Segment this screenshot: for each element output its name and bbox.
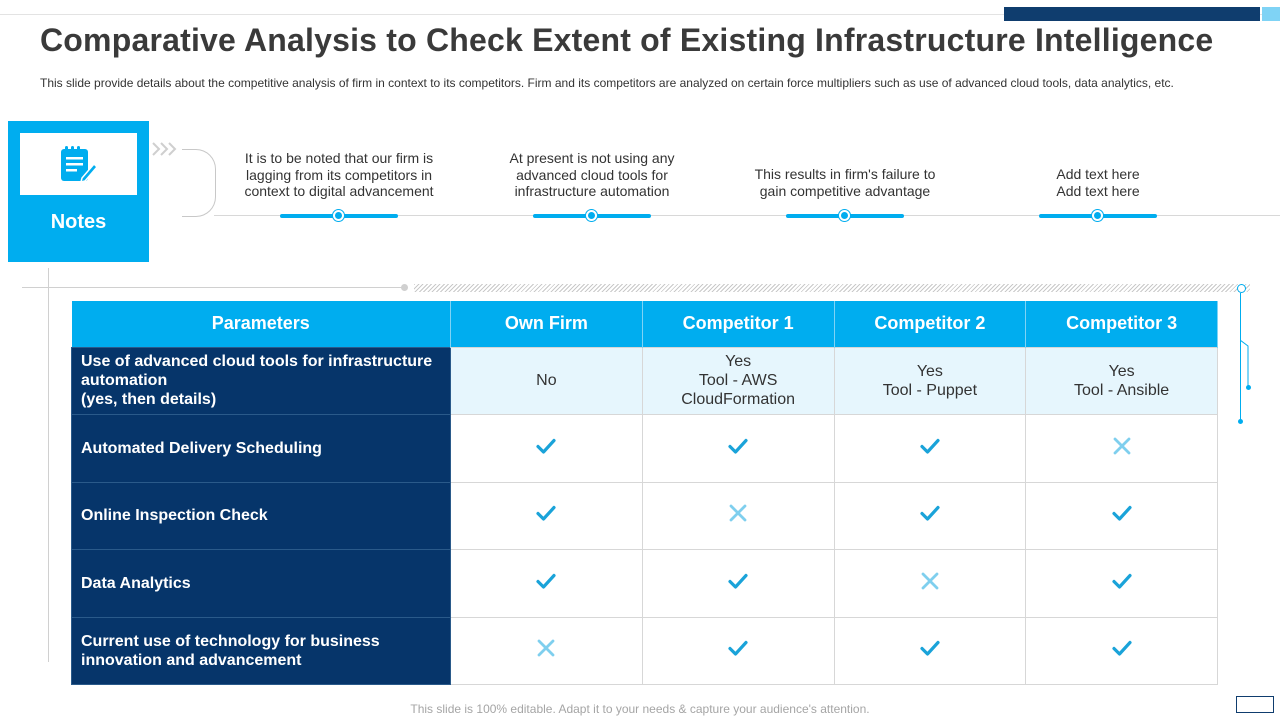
mark-cell <box>451 482 643 550</box>
header-own-firm: Own Firm <box>451 301 643 347</box>
hatched-divider <box>414 284 1250 292</box>
mark-cell <box>451 617 643 685</box>
page-title: Comparative Analysis to Check Extent of Existing Infrastructure Intelligence <box>40 22 1214 58</box>
parameter-cell: Online Inspection Check <box>72 482 451 550</box>
mark-cell <box>1026 415 1218 483</box>
top-accent-bar <box>1004 7 1260 21</box>
note-3: This results in firm's failure to gain competitive advantage <box>754 166 936 199</box>
value-cell: Yes Tool - Ansible <box>1026 347 1218 415</box>
table-row <box>72 482 1218 550</box>
table-header-row <box>72 301 1218 347</box>
cross-icon <box>727 511 749 528</box>
mark-cell <box>451 415 643 483</box>
note-1: It is to be noted that our firm is lagging from its competitors in context to digital advancement <box>244 150 434 199</box>
check-icon <box>1111 646 1133 663</box>
mark-cell <box>1026 550 1218 618</box>
notes-icon-box <box>20 133 137 195</box>
check-icon <box>919 511 941 528</box>
cross-icon <box>535 646 557 663</box>
mark-cell <box>1026 617 1218 685</box>
table-row <box>72 550 1218 618</box>
parameter-cell: Use of advanced cloud tools for infrastructure automation (yes, then details) <box>72 347 451 415</box>
header-competitor-3: Competitor 3 <box>1026 301 1218 347</box>
parameter-cell: Current use of technology for business innovation and advancement <box>72 617 451 685</box>
mark-cell <box>642 415 834 483</box>
notes-panel <box>8 121 149 262</box>
table-row <box>72 347 1218 415</box>
right-guide-branch <box>1240 340 1252 388</box>
note-3-dot <box>839 210 850 221</box>
mark-cell <box>642 550 834 618</box>
mark-cell <box>1026 482 1218 550</box>
mark-cell <box>642 617 834 685</box>
table-row <box>72 415 1218 483</box>
check-icon <box>919 444 941 461</box>
mark-cell <box>834 617 1026 685</box>
value-cell: Yes Tool - AWS CloudFormation <box>642 347 834 415</box>
connector-line <box>182 149 216 217</box>
right-guide-circle <box>1237 284 1246 293</box>
right-guide-dot <box>1238 419 1243 424</box>
horizontal-guide-line <box>22 287 404 288</box>
note-2-dot <box>586 210 597 221</box>
note-4-dot <box>1092 210 1103 221</box>
top-accent-bar-light <box>1262 7 1280 21</box>
check-icon <box>535 444 557 461</box>
header-competitor-2: Competitor 2 <box>834 301 1026 347</box>
header-competitor-1: Competitor 1 <box>642 301 834 347</box>
notes-label: Notes <box>50 211 107 233</box>
header-parameters: Parameters <box>72 301 451 347</box>
mark-cell <box>451 550 643 618</box>
left-guide-line <box>48 268 49 662</box>
value-cell: Yes Tool - Puppet <box>834 347 1026 415</box>
mark-cell <box>642 482 834 550</box>
check-icon <box>535 511 557 528</box>
guide-dot <box>401 284 408 291</box>
note-4: Add text here Add text here <box>1056 166 1140 199</box>
note-2: At present is not using any advanced cloud tools for infrastructure automation <box>509 150 675 199</box>
check-icon <box>535 579 557 596</box>
table-row <box>72 617 1218 685</box>
table-body <box>72 347 1218 685</box>
right-guide-dot <box>1246 385 1251 390</box>
check-icon <box>727 444 749 461</box>
footer-note: This slide is 100% editable. Adapt it to your needs & capture your audience's attention. <box>410 702 870 716</box>
page-subtitle: This slide provide details about the competitive analysis of firm in context to its competitors. Firm and its competitors are analyzed on certain force multipliers such as use of advanced cloud tools, data analytics, etc. <box>40 76 1174 90</box>
parameter-cell: Automated Delivery Scheduling <box>72 415 451 483</box>
chevrons-icon <box>152 141 182 157</box>
check-icon <box>1111 579 1133 596</box>
cross-icon <box>1111 444 1133 461</box>
parameter-cell: Data Analytics <box>72 550 451 618</box>
check-icon <box>727 579 749 596</box>
notepad-icon <box>58 144 98 184</box>
mark-cell <box>834 415 1026 483</box>
check-icon <box>727 646 749 663</box>
mark-cell <box>834 550 1026 618</box>
mark-cell <box>834 482 1026 550</box>
note-1-dot <box>333 210 344 221</box>
comparison-table <box>71 301 1218 685</box>
corner-box <box>1236 696 1274 713</box>
check-icon <box>919 646 941 663</box>
value-cell: No <box>451 347 643 415</box>
check-icon <box>1111 511 1133 528</box>
cross-icon <box>919 579 941 596</box>
